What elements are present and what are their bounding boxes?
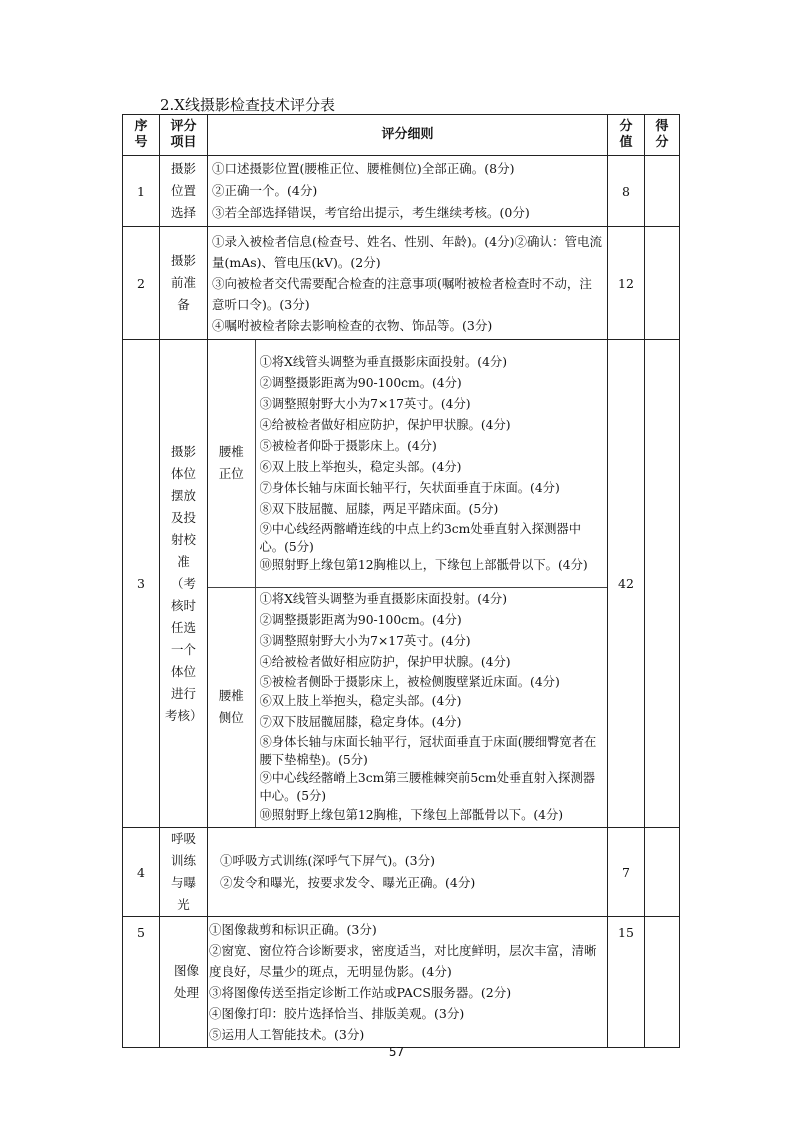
section-title: 2.X线摄影检查技术评分表	[160, 96, 335, 114]
detail-line: ⑥双上肢上举抱头，稳定头部。(4分)	[259, 460, 462, 475]
detail-line: ②窗宽、窗位符合诊断要求，密度适当，对比度鲜明，层次丰富，清晰度良好，尽量少的斑点，无明显伪影。(4分)	[209, 943, 597, 979]
table-row	[123, 156, 680, 227]
detail-line: ①录入被检者信息(检查号、姓名、性别、年龄)。(4分)②确认：管电流量(mAs)、管电压(kV)。(2分)	[212, 233, 602, 270]
detail-line: ⑧身体长轴与床面长轴平行，冠状面垂直于床面(腰细臀宽者在腰下垫棉垫)。(5分)	[259, 734, 597, 767]
row-value: 12	[608, 227, 645, 340]
row-no: 3	[123, 340, 160, 828]
detail-line: ③将图像传送至指定诊断工作站或PACS服务器。(2分)	[209, 985, 512, 1000]
row-details	[208, 917, 608, 1048]
row-value: 42	[608, 340, 645, 828]
detail-line: ③调整照射野大小为7×17英寸。(4分)	[259, 633, 471, 648]
row-score-cell[interactable]	[645, 156, 680, 227]
row-details	[208, 156, 608, 227]
detail-line: ①将X线管头调整为垂直摄影床面投射。(4分)	[259, 355, 508, 370]
detail-line: ⑤被检者仰卧于摄影床上。(4分)	[259, 439, 437, 454]
row-score-cell[interactable]	[645, 828, 680, 917]
detail-line: ⑦双下肢屈髋屈膝，稳定身体。(4分)	[259, 714, 462, 729]
row-item: 摄影位置选择	[160, 156, 208, 227]
detail-line: ⑩照射野上缘包第12胸椎以上，下缘包上部骶骨以下。(4分)	[259, 558, 588, 573]
table-row	[123, 340, 680, 828]
sub-details	[255, 587, 607, 827]
detail-line: ②调整摄影距离为90-100cm。(4分)	[259, 612, 462, 627]
row-score-cell[interactable]	[645, 917, 680, 1048]
row-no: 2	[123, 227, 160, 340]
row-no: 5	[123, 917, 160, 1048]
header-score: 得分	[645, 115, 680, 156]
header-detail: 评分细则	[208, 115, 608, 156]
row-value: 7	[608, 828, 645, 917]
row-item: 摄影前准备	[160, 227, 208, 340]
detail-line: ②正确一个。(4分)	[212, 183, 318, 198]
row-no: 4	[123, 828, 160, 917]
sub-details	[255, 340, 607, 587]
detail-line: ①口述摄影位置(腰椎正位、腰椎侧位)全部正确。(8分)	[212, 161, 515, 176]
row-item: 呼吸训练与曝光	[160, 828, 208, 917]
page-number: 57	[388, 1045, 405, 1059]
detail-line: ②发令和曝光，按要求发令、曝光正确。(4分)	[220, 875, 476, 890]
scoring-table	[122, 114, 680, 1048]
table-row	[123, 917, 680, 1048]
detail-line: ⑧双下肢屈髋、屈膝，两足平踏床面。(5分)	[259, 502, 499, 517]
detail-line: ①将X线管头调整为垂直摄影床面投射。(4分)	[259, 591, 508, 606]
detail-line: ③若全部选择错误，考官给出提示，考生继续考核。(0分)	[212, 205, 530, 220]
row-item: 摄影体位摆放及投射校准（考核时任选一个体位进行考核）	[160, 340, 208, 828]
row-value: 8	[608, 156, 645, 227]
detail-line: ⑦身体长轴与床面长轴平行，矢状面垂直于床面。(4分)	[259, 481, 560, 496]
header-value: 分值	[608, 115, 645, 156]
row-item: 图像处理	[160, 917, 208, 1048]
row-value: 15	[608, 917, 645, 1048]
row-score-cell[interactable]	[645, 227, 680, 340]
header-row	[123, 115, 680, 156]
sub-label: 腰椎正位	[208, 340, 255, 587]
detail-line: ③调整照射野大小为7×17英寸。(4分)	[259, 397, 471, 412]
detail-line: ⑥双上肢上举抱头，稳定头部。(4分)	[259, 693, 462, 708]
header-no: 序号	[123, 115, 160, 156]
table-row	[123, 227, 680, 340]
detail-line: ①图像裁剪和标识正确。(3分)	[209, 922, 377, 937]
subrow	[208, 340, 607, 587]
detail-line: ⑩照射野上缘包第12胸椎，下缘包上部骶骨以下。(4分)	[259, 807, 564, 822]
row-no: 1	[123, 156, 160, 227]
detail-line: ⑨中心线经两髂嵴连线的中点上约3cm处垂直射入探测器中心。(5分)	[259, 522, 581, 555]
row-details	[208, 227, 608, 340]
detail-line: ④图像打印：胶片选择恰当、排版美观。(3分)	[209, 1006, 465, 1021]
detail-line: ③向被检者交代需要配合检查的注意事项(嘱咐被检者检查时不动，注意听口令)。(3分)	[212, 275, 592, 312]
detail-line: ⑤被检者侧卧于摄影床上，被检侧腹壁紧近床面。(4分)	[259, 674, 560, 689]
detail-line: ④嘱咐被检者除去影响检查的衣物、饰品等。(3分)	[212, 317, 493, 333]
row-score-cell[interactable]	[645, 340, 680, 828]
detail-line: ②调整摄影距离为90-100cm。(4分)	[259, 376, 462, 391]
detail-line: ①呼吸方式训练(深呼气下屏气)。(3分)	[220, 853, 435, 868]
position-subtable	[208, 340, 607, 827]
detail-line: ⑨中心线经髂嵴上3cm第三腰椎棘突前5cm处垂直射入探测器中心。(5分)	[259, 770, 596, 803]
header-item: 评分项目	[160, 115, 208, 156]
row-subtable-cell	[208, 340, 608, 828]
subrow	[208, 587, 607, 827]
detail-line: ⑤运用人工智能技术。(3分)	[209, 1027, 365, 1042]
row-details	[208, 828, 608, 917]
detail-line: ④给被检者做好相应防护，保护甲状腺。(4分)	[259, 418, 511, 433]
sub-label: 腰椎侧位	[208, 587, 255, 827]
detail-line: ④给被检者做好相应防护，保护甲状腺。(4分)	[259, 654, 511, 669]
table-row	[123, 828, 680, 917]
